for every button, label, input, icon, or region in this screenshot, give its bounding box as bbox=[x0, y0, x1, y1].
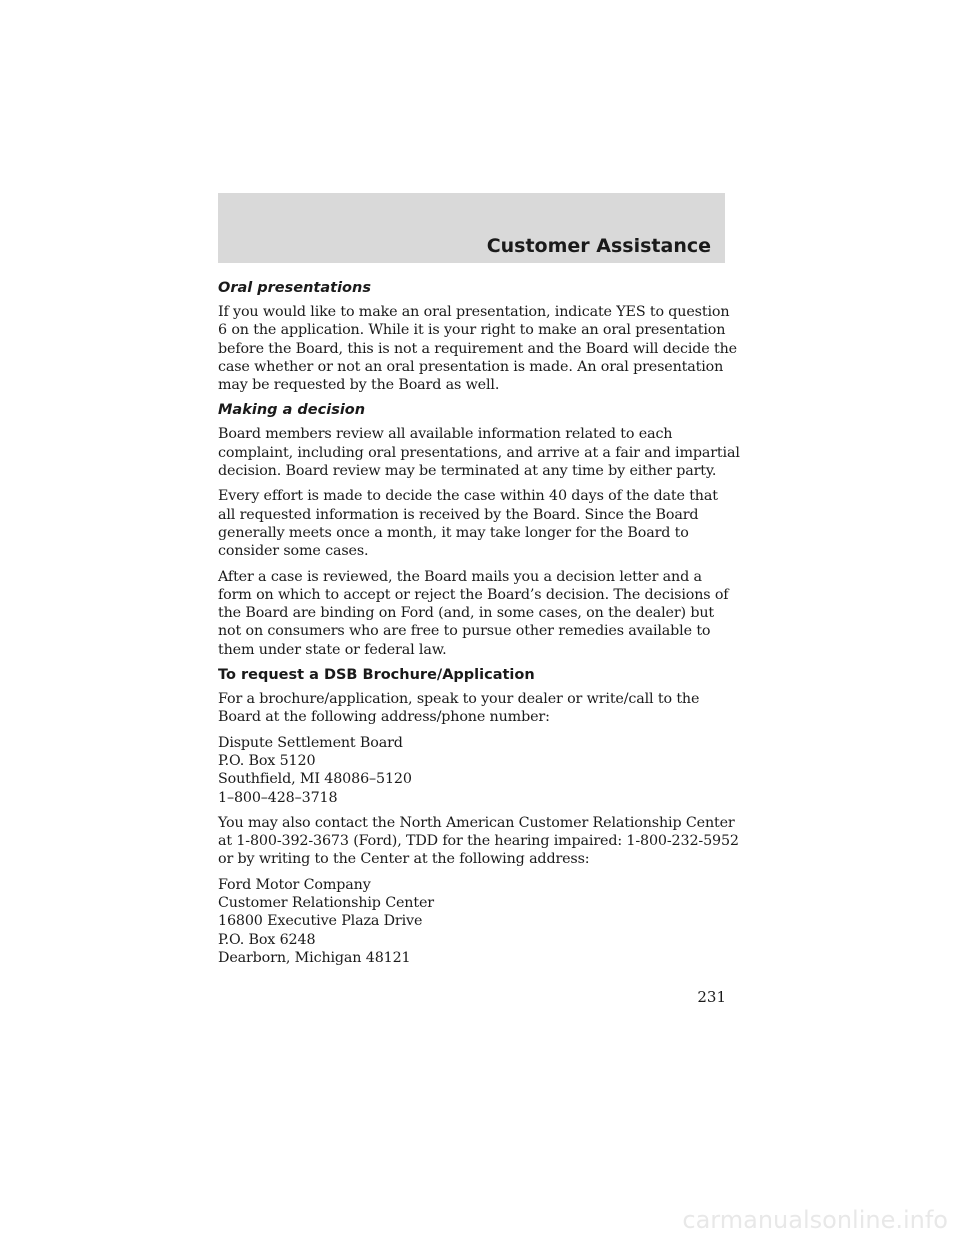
text-line: all requested information is received by the Board. Since the Board bbox=[218, 506, 699, 523]
text-line: the Board are binding on Ford (and, in some cases, on the dealer) but bbox=[218, 605, 715, 622]
address-ford-motor-company bbox=[218, 876, 730, 967]
text-line: form on which to accept or reject the Board’s decision. The decisions of bbox=[218, 586, 729, 603]
paragraph-decision-timing bbox=[218, 487, 730, 560]
heading-making-a-decision: Making a decision bbox=[218, 402, 366, 419]
address-line: P.O. Box 5120 bbox=[218, 752, 316, 769]
text-line: You may also contact the North American Customer Relationship Center bbox=[218, 814, 735, 831]
address-line: P.O. Box 6248 bbox=[218, 931, 316, 948]
address-line: Dispute Settlement Board bbox=[218, 734, 403, 751]
page-content bbox=[218, 279, 740, 974]
page-number: 231 bbox=[697, 988, 726, 1006]
phone-number: 1–800–428–3718 bbox=[218, 789, 338, 806]
text-line: After a case is reviewed, the Board mails you a decision letter and a bbox=[218, 568, 702, 585]
address-line: 16800 Executive Plaza Drive bbox=[218, 913, 423, 930]
text-line: complaint, including oral presentations, and arrive at a fair and impartial bbox=[218, 444, 740, 461]
text-line: before the Board, this is not a requirement and the Board will decide the bbox=[218, 340, 737, 357]
text-line: them under state or federal law. bbox=[218, 641, 447, 658]
text-line: may be requested by the Board as well. bbox=[218, 377, 500, 394]
text-line: For a brochure/application, speak to your dealer or write/call to the bbox=[218, 691, 700, 708]
text-line: Board members review all available information related to each bbox=[218, 426, 673, 443]
text-line: 6 on the application. While it is your right to make an oral presentation bbox=[218, 322, 726, 339]
paragraph-relationship-center bbox=[218, 814, 739, 869]
address-line: Dearborn, Michigan 48121 bbox=[218, 949, 411, 966]
paragraph-board-review bbox=[218, 425, 740, 480]
watermark: carmanualsonline.info bbox=[682, 1206, 948, 1234]
heading-request-brochure: To request a DSB Brochure/Application bbox=[218, 667, 535, 684]
text-line: decision. Board review may be terminated at any time by either party. bbox=[218, 463, 717, 480]
text-line: case whether or not an oral presentation is made. An oral presentation bbox=[218, 358, 724, 375]
section-title: Customer Assistance bbox=[486, 235, 711, 257]
text-line: at 1-800-392-3673 (Ford), TDD for the hearing impaired: 1-800-232-5952 bbox=[218, 833, 739, 850]
text-line: If you would like to make an oral presentation, indicate YES to question bbox=[218, 304, 730, 320]
text-line: or by writing to the Center at the following address: bbox=[218, 851, 590, 868]
text-line: consider some cases. bbox=[218, 543, 369, 560]
paragraph-decision-letter bbox=[218, 568, 730, 659]
address-line: Customer Relationship Center bbox=[218, 895, 434, 912]
text-line: Every effort is made to decide the case within 40 days of the date that bbox=[218, 488, 718, 505]
text-line: Board at the following address/phone number: bbox=[218, 709, 550, 726]
section-header-band bbox=[218, 193, 725, 263]
paragraph-brochure-instructions bbox=[218, 690, 730, 727]
heading-oral-presentations: Oral presentations bbox=[218, 280, 371, 296]
paragraph-oral-presentations bbox=[218, 303, 737, 394]
text-line: generally meets once a month, it may take longer for the Board to bbox=[218, 524, 689, 541]
address-dispute-settlement-board bbox=[218, 734, 730, 807]
address-line: Southfield, MI 48086–5120 bbox=[218, 771, 412, 788]
text-line: not on consumers who are free to pursue other remedies available to bbox=[218, 623, 711, 640]
address-line: Ford Motor Company bbox=[218, 876, 371, 893]
